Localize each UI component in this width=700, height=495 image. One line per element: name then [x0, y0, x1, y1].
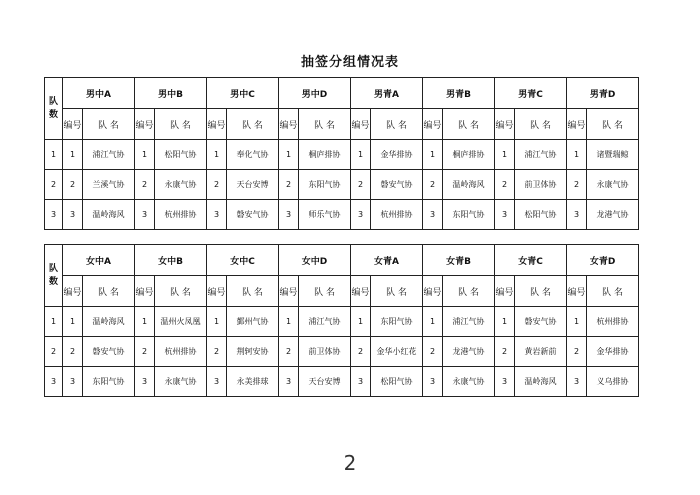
page-title: 抽签分组情况表 [300, 55, 399, 70]
team-name: 前卫体协 [515, 170, 567, 200]
team-number: 3 [495, 367, 515, 397]
team-name: 磐安气协 [227, 200, 279, 230]
number-header: 编号 [135, 276, 155, 307]
team-name: 金华小红花 [371, 337, 423, 367]
team-name: 浦江气协 [443, 307, 495, 337]
number-header: 编号 [423, 109, 443, 140]
group-header: 女中C [207, 245, 279, 276]
team-name: 永康气协 [155, 367, 207, 397]
team-name: 浦江气协 [83, 140, 135, 170]
group-header: 男青C [495, 78, 567, 109]
number-header: 编号 [351, 276, 371, 307]
team-number: 2 [207, 337, 227, 367]
team-number: 3 [207, 367, 227, 397]
team-number: 1 [63, 140, 83, 170]
team-number: 3 [207, 200, 227, 230]
group-header: 男中C [207, 78, 279, 109]
team-number: 3 [279, 367, 299, 397]
team-name: 龙港气协 [443, 337, 495, 367]
team-name-header: 队 名 [515, 109, 567, 140]
team-name-header: 队 名 [515, 276, 567, 307]
team-name: 永康气协 [443, 367, 495, 397]
team-number: 1 [567, 307, 587, 337]
team-number: 1 [135, 140, 155, 170]
team-name: 天台安博 [299, 367, 351, 397]
team-name: 磐安气协 [83, 337, 135, 367]
team-name: 黄岩新前 [515, 337, 567, 367]
team-number: 2 [495, 170, 515, 200]
team-number: 1 [495, 140, 515, 170]
team-name: 荆轲安协 [227, 337, 279, 367]
team-number: 3 [135, 367, 155, 397]
team-name: 东阳气协 [299, 170, 351, 200]
team-name: 温岭海风 [515, 367, 567, 397]
team-number: 1 [207, 307, 227, 337]
number-header: 编号 [567, 109, 587, 140]
team-number: 3 [423, 367, 443, 397]
group-header: 男青A [351, 78, 423, 109]
page-number: 2 [343, 451, 357, 475]
number-header: 编号 [567, 276, 587, 307]
team-name: 杭州排协 [155, 337, 207, 367]
number-header: 编号 [135, 109, 155, 140]
team-name: 诸暨瑞鲸 [587, 140, 639, 170]
team-name: 师乐气协 [299, 200, 351, 230]
team-name-header: 队 名 [371, 109, 423, 140]
team-number: 3 [279, 200, 299, 230]
team-number: 1 [135, 307, 155, 337]
team-name: 松阳气协 [155, 140, 207, 170]
team-number: 3 [495, 200, 515, 230]
team-number: 3 [135, 200, 155, 230]
number-header: 编号 [207, 276, 227, 307]
team-number: 3 [351, 200, 371, 230]
team-name-header: 队 名 [83, 109, 135, 140]
team-name: 磐安气协 [515, 307, 567, 337]
team-name: 浦江气协 [515, 140, 567, 170]
team-number: 1 [351, 140, 371, 170]
group-header: 男中D [279, 78, 351, 109]
team-name: 义乌排协 [587, 367, 639, 397]
team-name-header: 队 名 [443, 109, 495, 140]
team-number: 3 [567, 367, 587, 397]
number-header: 编号 [495, 109, 515, 140]
team-name: 鄞州气协 [227, 307, 279, 337]
row-index: 2 [45, 337, 63, 367]
team-number: 2 [135, 170, 155, 200]
table-row [45, 140, 639, 170]
team-name-header: 队 名 [299, 276, 351, 307]
row-header-char: 数 [48, 109, 58, 120]
team-number: 3 [567, 200, 587, 230]
table-row [45, 307, 639, 337]
number-header: 编号 [279, 109, 299, 140]
row-index: 1 [45, 140, 63, 170]
team-name: 东阳气协 [371, 307, 423, 337]
row-header-char: 数 [48, 276, 58, 287]
row-header-label [45, 78, 63, 140]
number-header: 编号 [63, 276, 83, 307]
group-header: 女青D [567, 245, 639, 276]
team-number: 1 [495, 307, 515, 337]
team-name: 永康气协 [587, 170, 639, 200]
team-number: 3 [63, 367, 83, 397]
row-header-label [45, 245, 63, 307]
team-name: 浦江气协 [299, 307, 351, 337]
group-header: 女中B [135, 245, 207, 276]
team-number: 2 [351, 170, 371, 200]
group-header: 男中A [63, 78, 135, 109]
number-header: 编号 [495, 276, 515, 307]
team-number: 2 [423, 170, 443, 200]
group-header: 男青B [423, 78, 495, 109]
draw-table-women [44, 244, 639, 397]
team-name: 温岭海风 [443, 170, 495, 200]
team-name-header: 队 名 [155, 109, 207, 140]
number-header: 编号 [351, 109, 371, 140]
team-number: 2 [63, 337, 83, 367]
team-name-header: 队 名 [83, 276, 135, 307]
team-name: 金华排协 [371, 140, 423, 170]
row-header-char: 队 [48, 263, 58, 274]
team-number: 2 [567, 337, 587, 367]
team-name: 杭州排协 [155, 200, 207, 230]
team-name: 前卫体协 [299, 337, 351, 367]
group-header: 女中D [279, 245, 351, 276]
table-row [45, 200, 639, 230]
team-name-header: 队 名 [299, 109, 351, 140]
team-number: 2 [63, 170, 83, 200]
team-name: 温岭海风 [83, 200, 135, 230]
team-number: 1 [423, 307, 443, 337]
team-number: 1 [423, 140, 443, 170]
group-header: 女青B [423, 245, 495, 276]
team-number: 2 [279, 170, 299, 200]
row-index: 2 [45, 170, 63, 200]
group-header: 女中A [63, 245, 135, 276]
team-number: 2 [423, 337, 443, 367]
team-name: 磐安气协 [371, 170, 423, 200]
team-name-header: 队 名 [155, 276, 207, 307]
team-number: 2 [207, 170, 227, 200]
team-number: 2 [279, 337, 299, 367]
team-number: 1 [351, 307, 371, 337]
team-name: 温州火凤凰 [155, 307, 207, 337]
team-number: 2 [495, 337, 515, 367]
team-name: 兰溪气协 [83, 170, 135, 200]
team-name: 温岭海风 [83, 307, 135, 337]
team-name: 东阳气协 [83, 367, 135, 397]
team-name-header: 队 名 [227, 276, 279, 307]
team-number: 2 [351, 337, 371, 367]
draw-table-men [44, 77, 639, 230]
number-header: 编号 [279, 276, 299, 307]
number-header: 编号 [207, 109, 227, 140]
row-index: 3 [45, 200, 63, 230]
team-name-header: 队 名 [227, 109, 279, 140]
team-name: 金华排协 [587, 337, 639, 367]
team-name: 永美排球 [227, 367, 279, 397]
team-name-header: 队 名 [371, 276, 423, 307]
team-name: 桐庐排协 [299, 140, 351, 170]
team-number: 2 [135, 337, 155, 367]
number-header: 编号 [63, 109, 83, 140]
table-row [45, 170, 639, 200]
team-name: 永康气协 [155, 170, 207, 200]
group-header: 男中B [135, 78, 207, 109]
row-index: 1 [45, 307, 63, 337]
team-number: 3 [423, 200, 443, 230]
group-header: 女青A [351, 245, 423, 276]
team-name: 杭州排协 [587, 307, 639, 337]
group-header: 女青C [495, 245, 567, 276]
team-number: 1 [63, 307, 83, 337]
table-row [45, 337, 639, 367]
team-number: 1 [279, 307, 299, 337]
team-number: 1 [567, 140, 587, 170]
team-name: 松阳气协 [371, 367, 423, 397]
team-name: 松阳气协 [515, 200, 567, 230]
team-name: 奉化气协 [227, 140, 279, 170]
team-name: 杭州排协 [371, 200, 423, 230]
team-number: 1 [207, 140, 227, 170]
team-name: 东阳气协 [443, 200, 495, 230]
row-index: 3 [45, 367, 63, 397]
number-header: 编号 [423, 276, 443, 307]
team-name-header: 队 名 [587, 276, 639, 307]
row-header-char: 队 [48, 96, 58, 107]
team-name: 天台安博 [227, 170, 279, 200]
team-name-header: 队 名 [587, 109, 639, 140]
team-name: 桐庐排协 [443, 140, 495, 170]
team-name: 龙港气协 [587, 200, 639, 230]
team-name-header: 队 名 [443, 276, 495, 307]
team-number: 1 [279, 140, 299, 170]
team-number: 3 [63, 200, 83, 230]
team-number: 3 [351, 367, 371, 397]
team-number: 2 [567, 170, 587, 200]
table-row [45, 367, 639, 397]
group-header: 男青D [567, 78, 639, 109]
